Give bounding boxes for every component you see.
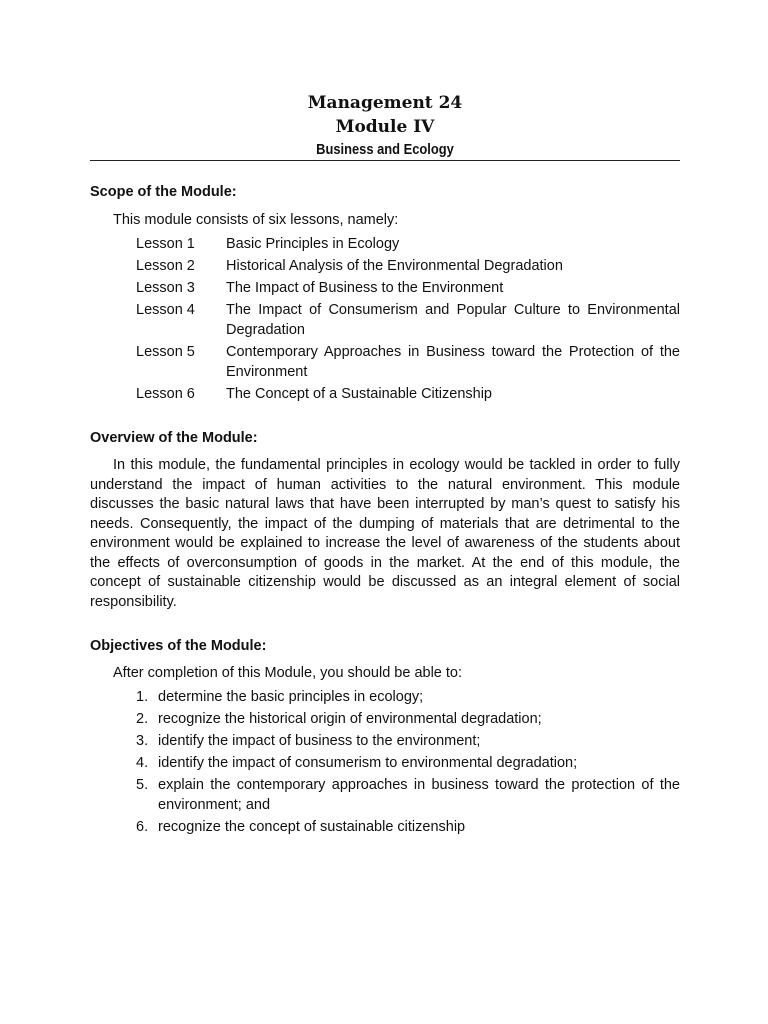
objectives-list <box>136 687 680 839</box>
objective-number: 6. <box>136 819 149 835</box>
lesson-number: Lesson 2 <box>136 258 195 274</box>
list-item <box>136 687 680 707</box>
objective-text: identify the impact of business to the environment; <box>158 733 481 749</box>
objective-text: recognize the concept of sustainable citizenship <box>158 819 466 835</box>
lesson-number: Lesson 5 <box>136 344 195 360</box>
lesson-row <box>136 234 680 254</box>
list-item <box>136 731 680 751</box>
objectives-heading: Objectives of the Module: <box>90 638 267 654</box>
list-item <box>136 817 680 837</box>
objective-number: 2. <box>136 711 149 727</box>
objective-text: recognize the historical origin of environmental degradation; <box>158 711 542 727</box>
document-header <box>90 91 680 161</box>
lesson-number: Lesson 6 <box>136 386 195 402</box>
lesson-row <box>136 384 680 404</box>
objectives-intro: After completion of this Module, you should be able to: <box>113 665 463 681</box>
module-title: Module IV <box>335 117 435 137</box>
lesson-row <box>136 278 680 298</box>
lesson-title: The Impact of Consumerism and Popular Culture to Environmental Degradation <box>226 302 680 338</box>
lesson-row <box>136 256 680 276</box>
list-item <box>136 753 680 773</box>
lesson-row <box>136 342 680 382</box>
header-divider <box>90 160 680 161</box>
list-item <box>136 709 680 729</box>
overview-paragraph: In this module, the fundamental principles in ecology would be tackled in order to fully understand the impact of human activities to the natural environment. This module discusses the basic natural laws that have been interrupted by man’s quest to satisfy his needs. Consequently, the impact of the dumping of materials that are detrimental to the environment would be explained to increase the level of awareness of the students about the effects of overconsumption of goods in the market. At the end of this module, the concept of sustainable citizenship would be discussed as an integral element of social responsibility. <box>90 457 680 610</box>
scope-heading: Scope of the Module: <box>90 184 237 200</box>
lesson-number: Lesson 1 <box>136 236 195 252</box>
scope-intro: This module consists of six lessons, namely: <box>113 212 399 228</box>
objective-number: 4. <box>136 755 149 771</box>
lesson-list <box>136 234 680 406</box>
objective-number: 5. <box>136 777 149 793</box>
lesson-number: Lesson 4 <box>136 302 195 318</box>
module-subtitle: Business and Ecology <box>316 141 454 158</box>
objective-text: determine the basic principles in ecology; <box>158 689 424 705</box>
objective-text: explain the contemporary approaches in business toward the protection of the environment; and <box>158 777 680 813</box>
objective-number: 1. <box>136 689 149 705</box>
lesson-number: Lesson 3 <box>136 280 195 296</box>
lesson-title: The Impact of Business to the Environment <box>226 280 504 296</box>
lesson-row <box>136 300 680 340</box>
objective-number: 3. <box>136 733 149 749</box>
list-item <box>136 775 680 815</box>
course-title: Management 24 <box>307 93 463 113</box>
lesson-title: Contemporary Approaches in Business toward the Protection of the Environment <box>226 344 680 380</box>
lesson-title: Basic Principles in Ecology <box>226 236 400 252</box>
lesson-title: The Concept of a Sustainable Citizenship <box>226 386 492 402</box>
lesson-title: Historical Analysis of the Environmental Degradation <box>226 258 563 274</box>
overview-heading: Overview of the Module: <box>90 430 258 446</box>
objective-text: identify the impact of consumerism to environmental degradation; <box>158 755 578 771</box>
